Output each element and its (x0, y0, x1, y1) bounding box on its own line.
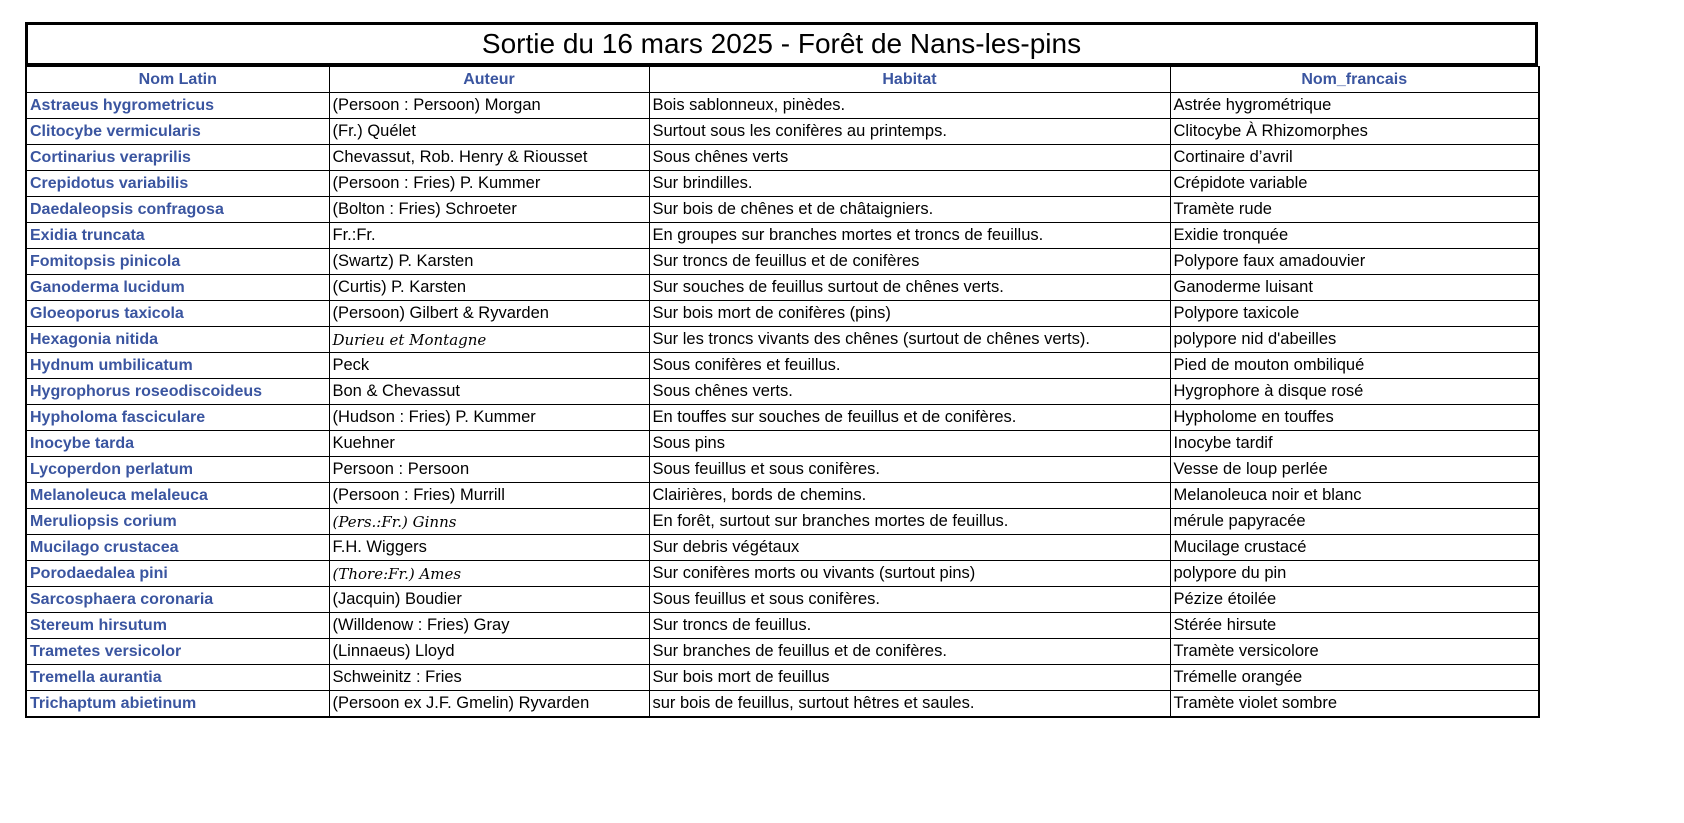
table-row (26, 301, 1539, 327)
column-header-auteur[interactable]: Auteur (329, 67, 649, 93)
cell-nom-latin[interactable]: Exidia truncata (26, 223, 329, 249)
cell-auteur[interactable]: (Pers.:Fr.) Ginns (329, 509, 649, 535)
cell-habitat[interactable]: Sur souches de feuillus surtout de chênes verts. (649, 275, 1170, 301)
cell-habitat[interactable]: Sur conifères morts ou vivants (surtout pins) (649, 561, 1170, 587)
table-row (26, 691, 1539, 718)
cell-nom-latin[interactable]: Porodaedalea pini (26, 561, 329, 587)
cell-nom-latin[interactable]: Hydnum umbilicatum (26, 353, 329, 379)
cell-nom-latin[interactable]: Hypholoma fasciculare (26, 405, 329, 431)
cell-nom-latin[interactable]: Daedaleopsis confragosa (26, 197, 329, 223)
cell-auteur[interactable]: (Persoon ex J.F. Gmelin) Ryvarden (329, 691, 649, 718)
cell-habitat[interactable]: Sur les troncs vivants des chênes (surtout de chênes verts). (649, 327, 1170, 353)
cell-auteur[interactable]: Kuehner (329, 431, 649, 457)
cell-nom-latin[interactable]: Astraeus hygrometricus (26, 93, 329, 119)
cell-auteur[interactable]: Bon & Chevassut (329, 379, 649, 405)
cell-nom-francais[interactable]: Melanoleuca noir et blanc (1170, 483, 1539, 509)
cell-auteur[interactable]: (Swartz) P. Karsten (329, 249, 649, 275)
cell-nom-francais[interactable]: Exidie tronquée (1170, 223, 1539, 249)
table-row (26, 353, 1539, 379)
table-row (26, 119, 1539, 145)
cell-nom-latin[interactable]: Trichaptum abietinum (26, 691, 329, 718)
cell-nom-latin[interactable]: Ganoderma lucidum (26, 275, 329, 301)
cell-nom-francais[interactable]: Clitocybe À Rhizomorphes (1170, 119, 1539, 145)
cell-habitat[interactable]: Sur brindilles. (649, 171, 1170, 197)
cell-nom-francais[interactable]: Crépidote variable (1170, 171, 1539, 197)
cell-nom-latin[interactable]: Gloeoporus taxicola (26, 301, 329, 327)
cell-nom-francais[interactable]: Stérée hirsute (1170, 613, 1539, 639)
table-row (26, 327, 1539, 353)
table-row (26, 639, 1539, 665)
cell-auteur[interactable]: (Fr.) Quélet (329, 119, 649, 145)
table-row (26, 405, 1539, 431)
table-row (26, 613, 1539, 639)
cell-auteur[interactable]: Durieu et Montagne (329, 327, 649, 353)
cell-habitat[interactable]: Bois sablonneux, pinèdes. (649, 93, 1170, 119)
column-header-nom-latin[interactable]: Nom Latin (26, 67, 329, 93)
cell-habitat[interactable]: Sur bois de chênes et de châtaigniers. (649, 197, 1170, 223)
table-row (26, 587, 1539, 613)
cell-habitat[interactable]: Clairières, bords de chemins. (649, 483, 1170, 509)
cell-nom-francais[interactable]: Polypore taxicole (1170, 301, 1539, 327)
table-row (26, 145, 1539, 171)
cell-habitat[interactable]: Sur troncs de feuillus. (649, 613, 1170, 639)
cell-habitat[interactable]: Sur debris végétaux (649, 535, 1170, 561)
cell-habitat[interactable]: Sous chênes verts. (649, 379, 1170, 405)
cell-habitat[interactable]: sur bois de feuillus, surtout hêtres et saules. (649, 691, 1170, 718)
cell-nom-francais[interactable]: polypore du pin (1170, 561, 1539, 587)
spreadsheet (25, 22, 1538, 718)
cell-auteur[interactable]: Peck (329, 353, 649, 379)
cell-habitat[interactable]: Sur troncs de feuillus et de conifères (649, 249, 1170, 275)
cell-nom-francais[interactable]: Hygrophore à disque rosé (1170, 379, 1539, 405)
cell-nom-francais[interactable]: Cortinaire d’avril (1170, 145, 1539, 171)
cell-habitat[interactable]: Sous feuillus et sous conifères. (649, 587, 1170, 613)
table-row (26, 535, 1539, 561)
cell-auteur[interactable]: Chevassut, Rob. Henry & Riousset (329, 145, 649, 171)
cell-nom-latin[interactable]: Cortinarius veraprilis (26, 145, 329, 171)
cell-nom-francais[interactable]: Tramète rude (1170, 197, 1539, 223)
cell-auteur[interactable]: (Persoon : Fries) P. Kummer (329, 171, 649, 197)
cell-nom-latin[interactable]: Melanoleuca melaleuca (26, 483, 329, 509)
table-row (26, 171, 1539, 197)
cell-nom-latin[interactable]: Clitocybe vermicularis (26, 119, 329, 145)
table-row (26, 93, 1539, 119)
cell-nom-francais[interactable]: Tramète violet sombre (1170, 691, 1539, 718)
cell-nom-francais[interactable]: Mucilage crustacé (1170, 535, 1539, 561)
cell-auteur[interactable]: (Thore:Fr.) Ames (329, 561, 649, 587)
header-row (26, 67, 1539, 93)
cell-habitat[interactable]: En touffes sur souches de feuillus et de conifères. (649, 405, 1170, 431)
table-row (26, 275, 1539, 301)
table-row (26, 483, 1539, 509)
cell-nom-latin[interactable]: Mucilago crustacea (26, 535, 329, 561)
cell-nom-latin[interactable]: Inocybe tarda (26, 431, 329, 457)
cell-nom-francais[interactable]: Pied de mouton ombiliqué (1170, 353, 1539, 379)
cell-auteur[interactable]: Persoon : Persoon (329, 457, 649, 483)
cell-auteur[interactable]: (Linnaeus) Lloyd (329, 639, 649, 665)
cell-habitat[interactable]: Sous conifères et feuillus. (649, 353, 1170, 379)
cell-nom-latin[interactable]: Hexagonia nitida (26, 327, 329, 353)
table-row (26, 561, 1539, 587)
table-row (26, 509, 1539, 535)
table-row (26, 431, 1539, 457)
cell-nom-francais[interactable]: Hypholome en touffes (1170, 405, 1539, 431)
cell-auteur[interactable]: (Jacquin) Boudier (329, 587, 649, 613)
cell-nom-latin[interactable]: Sarcosphaera coronaria (26, 587, 329, 613)
cell-nom-francais[interactable]: polypore nid d'abeilles (1170, 327, 1539, 353)
cell-nom-francais[interactable]: Vesse de loup perlée (1170, 457, 1539, 483)
cell-habitat[interactable]: Sur branches de feuillus et de conifères. (649, 639, 1170, 665)
table-row (26, 457, 1539, 483)
cell-nom-francais[interactable]: Astrée hygrométrique (1170, 93, 1539, 119)
cell-nom-francais[interactable]: Inocybe tardif (1170, 431, 1539, 457)
species-table (25, 66, 1540, 718)
cell-auteur[interactable]: (Hudson : Fries) P. Kummer (329, 405, 649, 431)
cell-habitat[interactable]: En forêt, surtout sur branches mortes de feuillus. (649, 509, 1170, 535)
cell-habitat[interactable]: En groupes sur branches mortes et troncs de feuillus. (649, 223, 1170, 249)
cell-nom-latin[interactable]: Stereum hirsutum (26, 613, 329, 639)
cell-habitat[interactable]: Sous feuillus et sous conifères. (649, 457, 1170, 483)
cell-nom-latin[interactable]: Fomitopsis pinicola (26, 249, 329, 275)
cell-nom-francais[interactable]: Trémelle orangée (1170, 665, 1539, 691)
cell-nom-francais[interactable]: Polypore faux amadouvier (1170, 249, 1539, 275)
cell-habitat[interactable]: Sous chênes verts (649, 145, 1170, 171)
table-body (26, 93, 1539, 718)
cell-auteur[interactable]: (Persoon : Persoon) Morgan (329, 93, 649, 119)
sheet-title: Sortie du 16 mars 2025 - Forêt de Nans-les-pins (25, 22, 1538, 66)
table-row (26, 197, 1539, 223)
cell-auteur[interactable]: (Willdenow : Fries) Gray (329, 613, 649, 639)
cell-nom-latin[interactable]: Hygrophorus roseodiscoideus (26, 379, 329, 405)
table-row (26, 223, 1539, 249)
cell-auteur[interactable]: (Curtis) P. Karsten (329, 275, 649, 301)
cell-nom-latin[interactable]: Meruliopsis corium (26, 509, 329, 535)
cell-habitat[interactable]: Sur bois mort de conifères (pins) (649, 301, 1170, 327)
cell-nom-latin[interactable]: Trametes versicolor (26, 639, 329, 665)
cell-habitat[interactable]: Sur bois mort de feuillus (649, 665, 1170, 691)
table-row (26, 665, 1539, 691)
column-header-habitat[interactable]: Habitat (649, 67, 1170, 93)
cell-auteur[interactable]: Schweinitz : Fries (329, 665, 649, 691)
cell-habitat[interactable]: Surtout sous les conifères au printemps. (649, 119, 1170, 145)
cell-auteur[interactable]: (Persoon) Gilbert & Ryvarden (329, 301, 649, 327)
column-header-nom-francais[interactable]: Nom_francais (1170, 67, 1539, 93)
cell-nom-francais[interactable]: Pézize étoilée (1170, 587, 1539, 613)
cell-auteur[interactable]: (Persoon : Fries) Murrill (329, 483, 649, 509)
cell-nom-francais[interactable]: Ganoderme luisant (1170, 275, 1539, 301)
cell-habitat[interactable]: Sous pins (649, 431, 1170, 457)
cell-nom-latin[interactable]: Lycoperdon perlatum (26, 457, 329, 483)
table-row (26, 379, 1539, 405)
cell-nom-francais[interactable]: mérule papyracée (1170, 509, 1539, 535)
cell-auteur[interactable]: (Bolton : Fries) Schroeter (329, 197, 649, 223)
cell-nom-latin[interactable]: Crepidotus variabilis (26, 171, 329, 197)
cell-nom-francais[interactable]: Tramète versicolore (1170, 639, 1539, 665)
cell-auteur[interactable]: F.H. Wiggers (329, 535, 649, 561)
cell-auteur[interactable]: Fr.:Fr. (329, 223, 649, 249)
table-row (26, 249, 1539, 275)
cell-nom-latin[interactable]: Tremella aurantia (26, 665, 329, 691)
